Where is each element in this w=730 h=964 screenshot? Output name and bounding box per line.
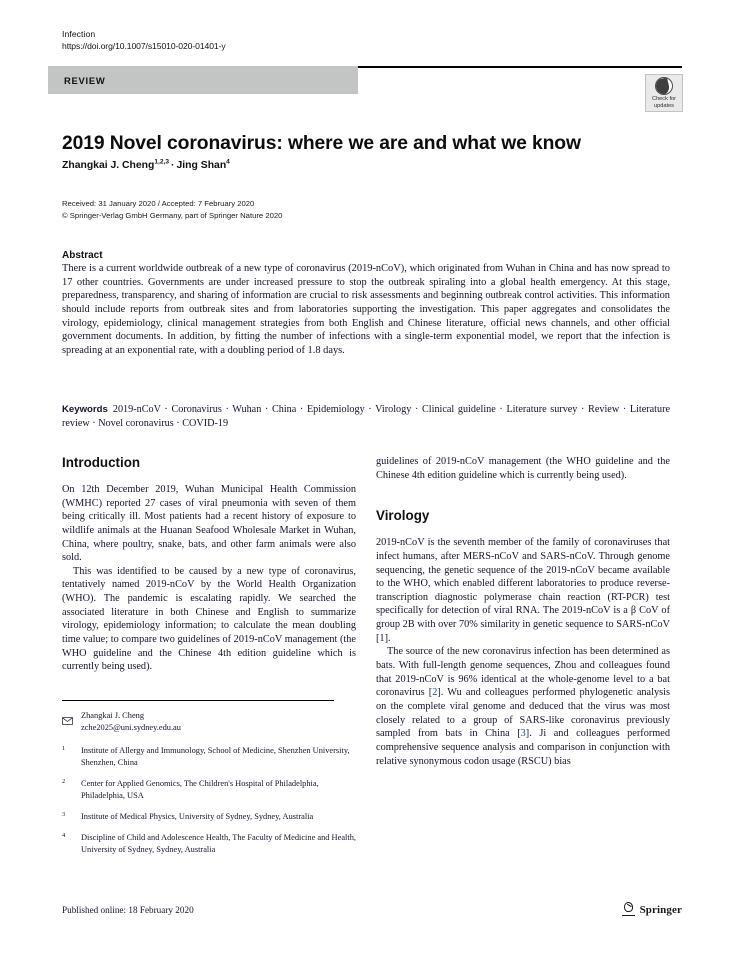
affiliation-item xyxy=(62,811,356,823)
introduction-continuation: guidelines of 2019-nCoV management (the WHO guideline and the Chinese 4th edition guideline which is currently being used). xyxy=(376,456,670,481)
page-title: 2019 Novel coronavirus: where we are and what we know xyxy=(62,132,581,154)
affiliation-number: 4 xyxy=(62,831,66,839)
citation-ref-3[interactable]: 3 xyxy=(520,728,526,740)
affiliation-item xyxy=(62,745,356,769)
introduction-paragraph-1: On 12th December 2019, Wuhan Municipal Health Commission (WMHC) reported 27 cases of viral pneumonia with seven of them being critically ill. Most patients had a recent history of exposure to wildlife animals at the Huanan Seafood Wholesale Market in Wuhan, China, where poultry, snake, bats, and other farm animals were also sold. xyxy=(62,484,356,564)
affiliation-number: 3 xyxy=(62,810,66,818)
virology-paragraph-2 xyxy=(376,645,670,768)
springer-horse-icon xyxy=(622,902,635,917)
corresponding-author-email[interactable]: zche2025@uni.sydney.edu.au xyxy=(81,723,181,733)
publisher-name: Springer xyxy=(639,903,682,916)
journal-doi[interactable]: https://doi.org/10.1007/s15010-020-01401-y xyxy=(62,41,226,52)
header-divider xyxy=(358,66,682,68)
keywords-text: 2019-nCoV · Coronavirus · Wuhan · China · Epidemiology · Virology · Clinical guideline · Literature survey · Review · Literature review · Novel coronavirus · COVID-19 xyxy=(62,404,670,429)
abstract-text: There is a current worldwide outbreak of a new type of coronavirus (2019-nCoV), which originated from Wuhan in China and has now spread to 17 other countries. Governments are under increased pressure to stop the outbreak spiraling into a global health emergency. At this stage, preparedness, transparency, and sharing of information are crucial to risk assessments and beginning outbreak control activities. This information should include reports from outbreak sites and from laboratories supporting the investigation. This paper aggregates and consolidates the virology, epidemiology, clinical management strategies from both English and Chinese literature, official news channels, and other official government documents. In addition, by fitting the number of infections with a single-term exponential model, we report that the infection is spreading at an exponential rate, with a doubling period of 1.8 days. xyxy=(62,263,670,357)
citation-ref-2[interactable]: 2 xyxy=(432,687,438,699)
envelope-icon xyxy=(62,712,73,730)
footnote-block xyxy=(62,700,356,865)
abstract-heading: Abstract xyxy=(62,250,103,261)
abstract-section xyxy=(62,250,670,358)
author-separator: · xyxy=(171,160,175,171)
affiliation-item xyxy=(62,832,356,856)
section-heading-introduction: Introduction xyxy=(62,455,141,470)
affiliation-number: 1 xyxy=(62,745,66,753)
article-type-banner xyxy=(48,66,358,94)
article-type-banner-row xyxy=(48,66,682,94)
author-list xyxy=(62,160,662,171)
publication-dates xyxy=(62,198,662,221)
author-affil-marks-2: 4 xyxy=(226,158,230,166)
crossmark-line1: Check for xyxy=(652,96,676,102)
received-accepted: Received: 31 January 2020 / Accepted: 7 February 2020 xyxy=(62,199,255,208)
crossmark-label xyxy=(652,96,676,110)
keywords-label: Keywords xyxy=(62,404,108,415)
affiliation-text: Institute of Medical Physics, University of Sydney, Sydney, Australia xyxy=(81,811,314,821)
introduction-paragraph-2: This was identified to be caused by a new type of coronavirus, tentatively named 2019-nCoV by the World Health Organization (WHO). The pandemic is escalating rapidly. We searched the associated literature in both Chinese and English to summarize virology, epidemiology information; to calculate the mean doubling time value; to compare two guidelines of 2019-nCoV management (the WHO guideline and the Chinese 4th edition guideline which is currently being used). xyxy=(62,565,356,673)
author-name-2[interactable]: Jing Shan xyxy=(176,160,227,171)
virology-paragraph-1: 2019-nCoV is the seventh member of the family of coronaviruses that infect humans, after MERS-nCoV and SARS-nCoV. Through genome sequencing, the genetic sequence of the 2019-nCoV became available to the WHO, which enabled different laboratories to produce reverse-transcription diagnostic polymerase chain reaction (RT-PCR) test specifically for detection of viral RNA. The 2019-nCoV is a β CoV of group 2B with over 70% similarity in genetic sequence to SARS-nCoV [1]. xyxy=(376,537,670,644)
crossmark-icon xyxy=(655,77,673,95)
virology-p2-part-b: ]. Wu and colleagues performed phylogenetic analysis on the complete viral genome and deduced that the virus was most closely related to a group of SARS-like coronavirus previously sampled from bats in China [ xyxy=(376,687,670,740)
published-online: Published online: 18 February 2020 xyxy=(62,905,194,915)
keywords-section xyxy=(62,403,670,430)
affiliation-text: Center for Applied Genomics, The Children's Hospital of Philadelphia, Philadelphia, USA xyxy=(81,778,319,800)
virology-p2-part-a: The source of the new coronavirus infection has been determined as bats. With full-length genome sequences, Zhou and colleagues found that 2019-nCoV is 96% identical at the whole-genome level to a bat coronavirus [ xyxy=(376,646,670,699)
affiliation-text: Discipline of Child and Adolescence Health, The Faculty of Medicine and Health, University of Sydney, Sydney, Australia xyxy=(81,832,356,854)
section-heading-virology: Virology xyxy=(376,508,430,524)
journal-name: Infection xyxy=(62,29,96,39)
crossmark-line2: updates xyxy=(654,102,674,109)
affiliation-number: 2 xyxy=(62,777,66,785)
virology-p2-part-c: ]. Ji and colleagues performed comprehensive sequence analysis and comparison in conjunction with relative synonymous codon usage (RSCU) bias xyxy=(376,728,670,767)
copyright-line: © Springer-Verlag GmbH Germany, part of Springer Nature 2020 xyxy=(62,210,283,220)
corresponding-author xyxy=(62,710,356,734)
corresponding-author-name: Zhangkai J. Cheng xyxy=(81,711,145,721)
journal-header xyxy=(62,28,226,52)
crossmark-badge[interactable] xyxy=(645,74,683,112)
affiliation-text: Institute of Allergy and Immunology, School of Medicine, Shenzhen University, Shenzhen, China xyxy=(81,746,350,768)
author-name-1[interactable]: Zhangkai J. Cheng xyxy=(62,160,155,171)
author-affil-marks-1: 1,2,3 xyxy=(154,158,170,166)
body-column-right xyxy=(376,455,670,768)
body-column-left xyxy=(62,455,356,674)
publisher-logo xyxy=(622,902,682,917)
affiliation-item xyxy=(62,778,356,802)
article-type-label: REVIEW xyxy=(64,74,106,86)
footnote-divider xyxy=(62,700,334,701)
corresponding-author-text xyxy=(81,710,181,734)
